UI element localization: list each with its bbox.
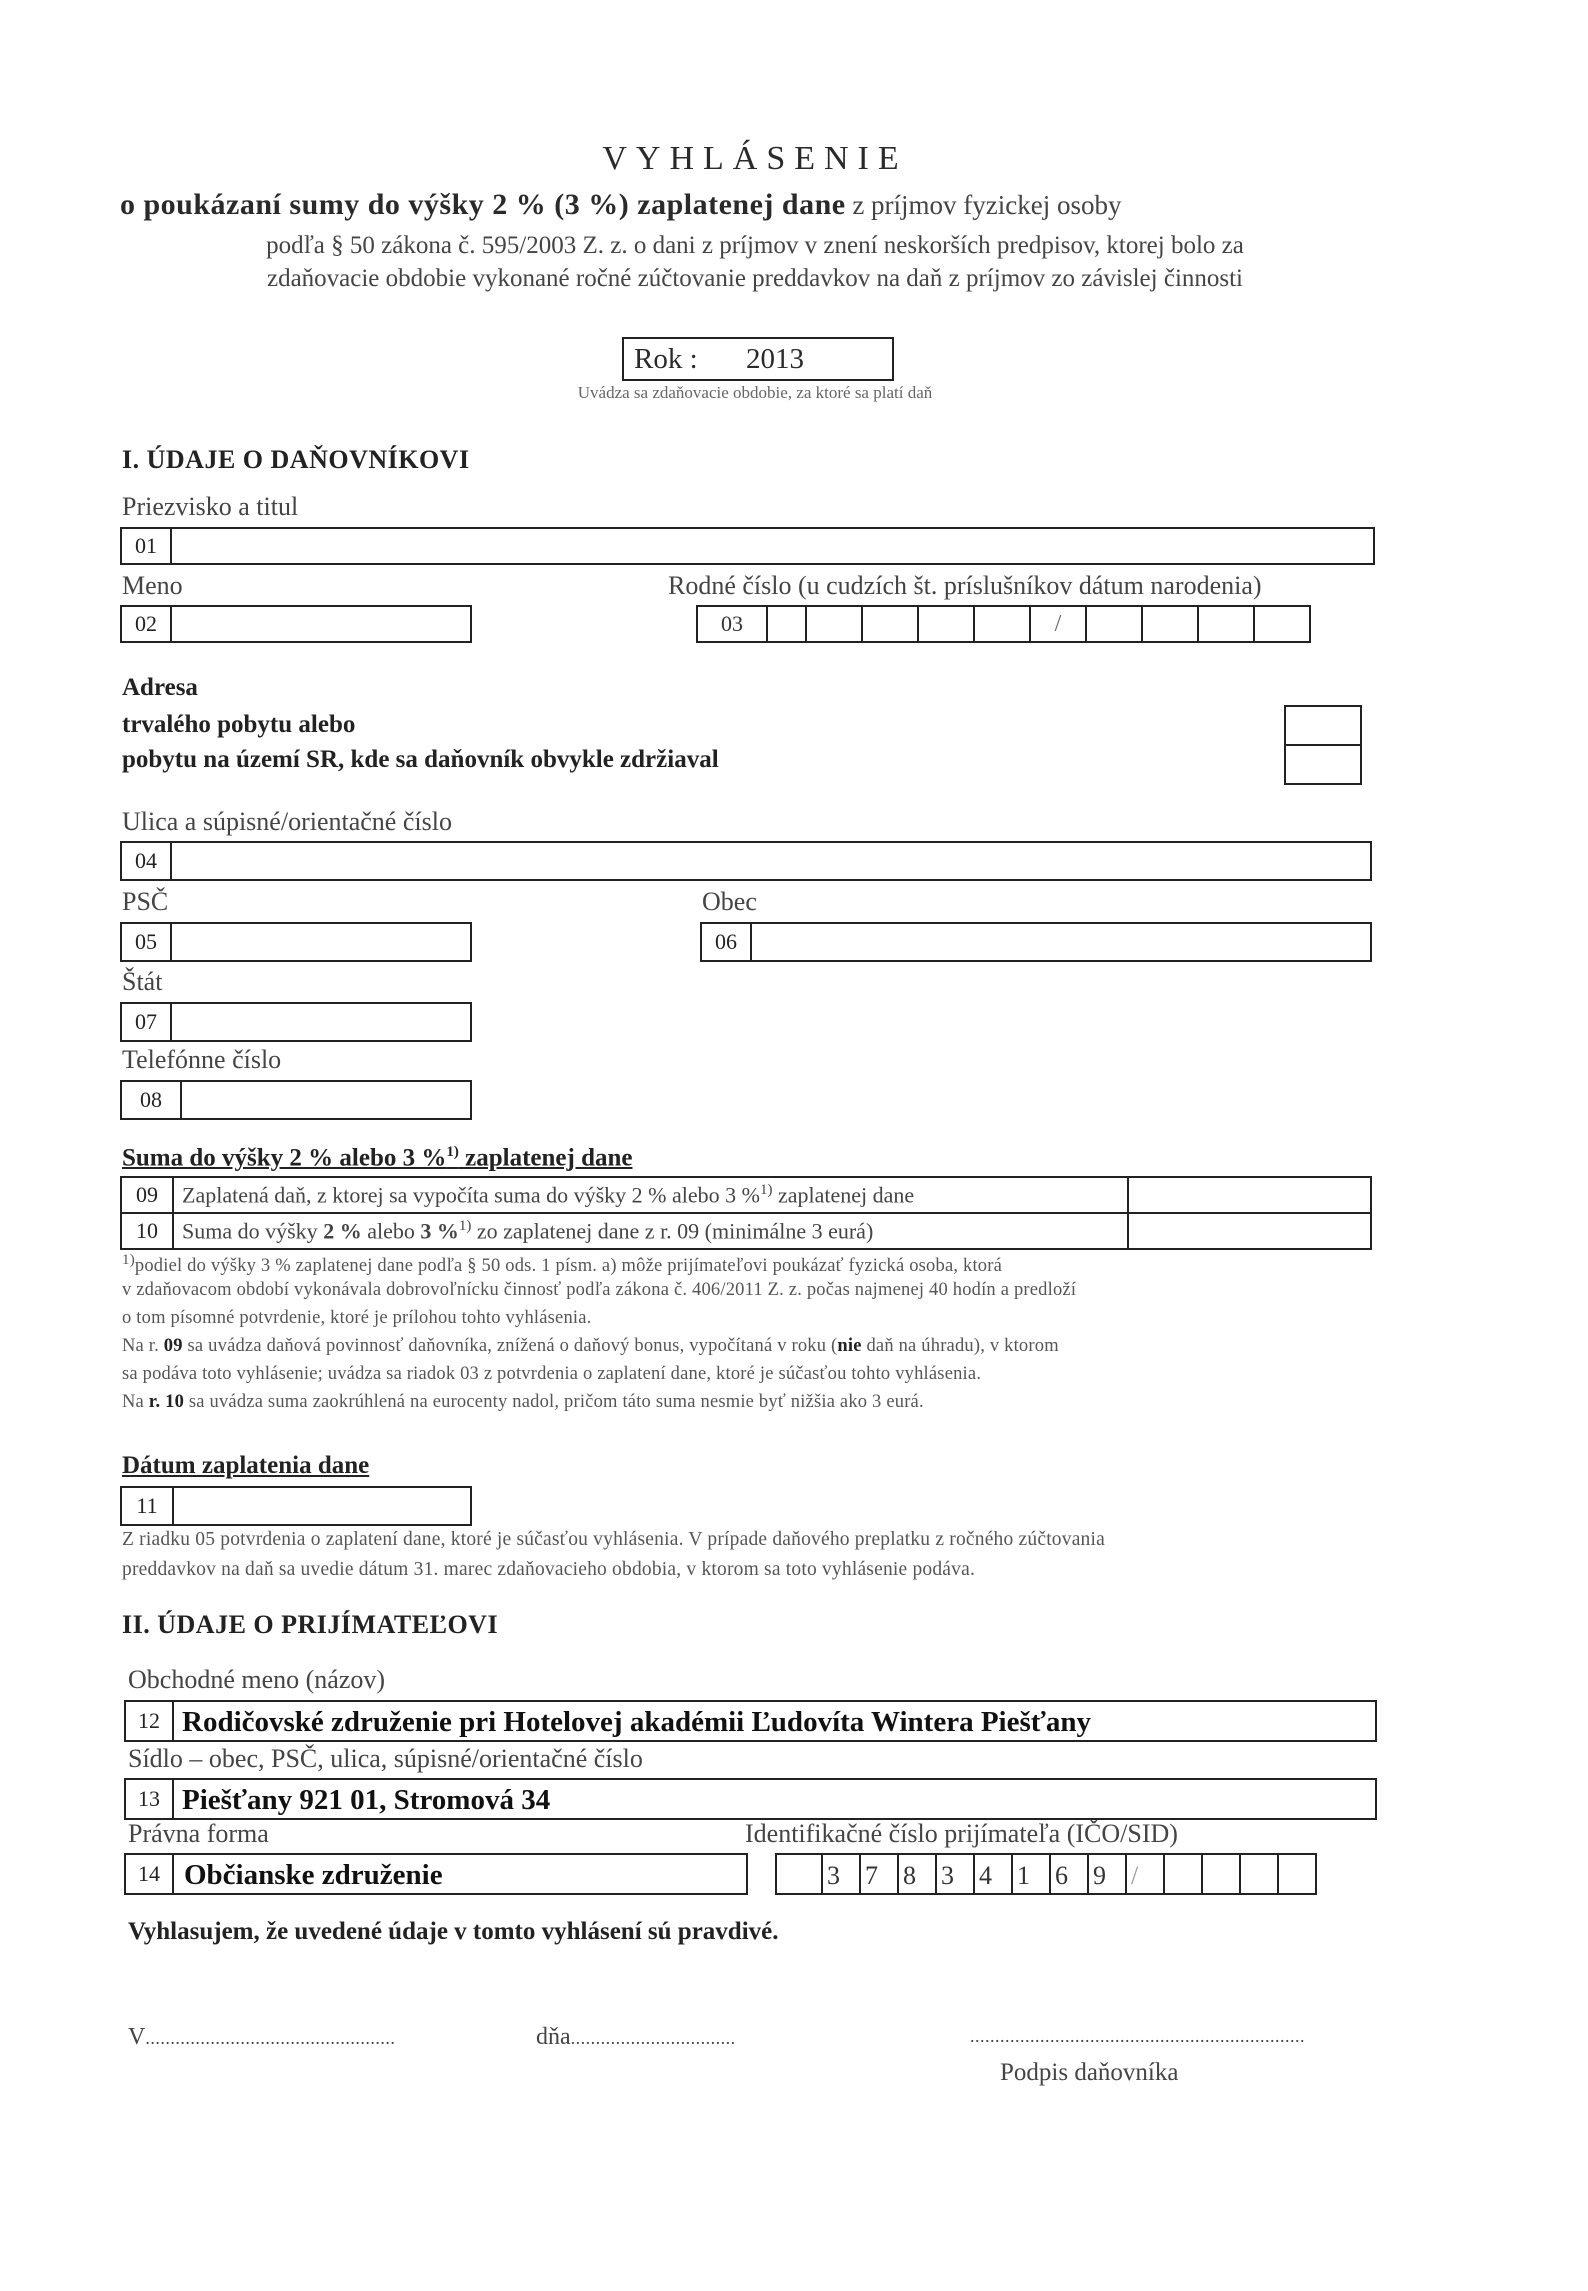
legal-form-field[interactable] xyxy=(124,1853,748,1895)
recipient-seat-label: Sídlo – obec, PSČ, ulica, súpisné/orientačné číslo xyxy=(128,1744,643,1773)
signature-label: Podpis daňovníka xyxy=(1000,2059,1179,2086)
field-number-12: 12 xyxy=(126,1702,174,1740)
ico-digit-cell[interactable]: 4 xyxy=(975,1853,1013,1895)
ico-digit-cell[interactable] xyxy=(1241,1853,1279,1895)
field-number-13: 13 xyxy=(126,1780,174,1818)
field-number-11: 11 xyxy=(122,1488,174,1524)
municipality-label: Obec xyxy=(702,887,757,916)
field-number-06: 06 xyxy=(702,924,752,960)
recipient-name-label: Obchodné meno (názov) xyxy=(128,1665,386,1694)
address-heading-3: pobytu na území SR, kde sa daňovník obvykle zdržiaval xyxy=(122,746,719,773)
street-label: Ulica a súpisné/orientačné číslo xyxy=(122,807,452,836)
field-number-09: 09 xyxy=(122,1178,174,1212)
row-10-value-field[interactable] xyxy=(1127,1214,1370,1248)
country-label: Štát xyxy=(122,967,163,996)
phone-label: Telefónne číslo xyxy=(122,1045,282,1074)
row-10 xyxy=(120,1212,1372,1250)
footnote-line-1: $^{1)}$podiel do výšky 3 % zaplatenej dane podľa § 50 ods. 1 písm. a) môže prijímateľovi poukázať fyzická osoba, ktorá xyxy=(122,1252,1003,1277)
payment-date-heading: Dátum zaplatenia dane xyxy=(122,1452,370,1479)
year-value: 2013 xyxy=(746,343,804,375)
footnote-line-4: Na r. 09 sa uvádza daňová povinnosť daňovníka, znížená o daňový bonus, vypočítaná v roku (nie daň na úhradu), v ktorom xyxy=(122,1336,1059,1356)
birth-digit-cell[interactable] xyxy=(1199,605,1255,643)
birth-separator: / xyxy=(1031,605,1087,643)
section-1-heading: I. ÚDAJE O DAŇOVNÍKOVI xyxy=(122,445,470,474)
footnote-line-5: sa podáva toto vyhlásenie; uvádza sa riadok 03 z potvrdenia o zaplatení dane, ktoré je súčasťou tohto vyhlásenia. xyxy=(122,1364,982,1384)
ico-digit-cell[interactable]: 9 xyxy=(1089,1853,1127,1895)
subtitle-line-3: zdaňovacie obdobie vykonané ročné zúčtovanie preddavkov na daň z príjmov zo závislej činnosti xyxy=(266,265,1244,292)
footnote-line-2: v zdaňovacom období vykonávala dobrovoľnícku činnosť podľa zákona č. 406/2011 Z. z. počas najmenej 40 hodín a predloží xyxy=(122,1280,1077,1300)
birth-digit-cell[interactable] xyxy=(1143,605,1199,643)
footnote-line-3: o tom písomné potvrdenie, ktoré je prílohou tohto vyhlásenia. xyxy=(122,1308,592,1328)
birth-digit-cell[interactable] xyxy=(863,605,919,643)
address-heading-1: Adresa xyxy=(122,674,198,701)
surname-label: Priezvisko a titul xyxy=(122,492,299,521)
ico-digit-cell[interactable] xyxy=(1165,1853,1203,1895)
field-number-14: 14 xyxy=(126,1855,174,1893)
field-number-10: 10 xyxy=(122,1214,174,1248)
subtitle-bold: o poukázaní sumy do výšky 2 % (3 %) zaplatenej dane xyxy=(120,188,846,221)
document-title: VYHLÁSENIE xyxy=(602,140,908,177)
document-subtitle xyxy=(120,188,1122,222)
field-number-05: 05 xyxy=(122,924,172,960)
recipient-name-value: Rodičovské združenie pri Hotelovej akadémii Ľudovíta Wintera Piešťany xyxy=(182,1706,1091,1738)
year-label: Rok : xyxy=(634,343,698,375)
birth-digit-cell[interactable] xyxy=(768,605,807,643)
field-number-04: 04 xyxy=(122,843,172,879)
date-line[interactable]: dňa................................. xyxy=(536,2024,736,2050)
ico-digit-cell[interactable] xyxy=(1203,1853,1241,1895)
section-2-heading: II. ÚDAJE O PRIJÍMATEĽOVI xyxy=(122,1610,499,1639)
birth-digit-cell[interactable] xyxy=(975,605,1031,643)
field-number-03: 03 xyxy=(696,605,768,643)
ico-digit-cell[interactable]: 3 xyxy=(937,1853,975,1895)
recipient-seat-field[interactable] xyxy=(124,1778,1377,1820)
year-box xyxy=(622,337,894,381)
ico-digit-cell[interactable]: 8 xyxy=(899,1853,937,1895)
row-09-value-field[interactable] xyxy=(1127,1178,1370,1212)
row-09 xyxy=(120,1176,1372,1214)
payment-date-field[interactable] xyxy=(120,1486,472,1526)
sum-heading: Suma do výšky 2 % alebo 3 %$^{1)}$ zaplatenej dane xyxy=(122,1144,633,1172)
ico-field[interactable] xyxy=(775,1853,1317,1895)
year-note: Uvádza sa zdaňovacie obdobie, za ktoré sa platí daň xyxy=(577,383,933,402)
surname-field[interactable] xyxy=(120,527,1375,565)
field-number-07: 07 xyxy=(122,1004,172,1040)
phone-field[interactable] xyxy=(120,1080,472,1120)
payment-date-note-1: Z riadku 05 potvrdenia o zaplatení dane, ktoré je súčasťou vyhlásenia. V prípade daňového preplatku z ročného zúčtovania xyxy=(122,1529,1105,1550)
birth-digit-cell[interactable] xyxy=(1087,605,1143,643)
signature-line[interactable]: ................................................................... xyxy=(970,2026,1305,2046)
footnote-line-6: Na r. 10 sa uvádza suma zaokrúhlená na eurocenty nadol, pričom táto suma nesmie byť nižšia ako 3 eurá. xyxy=(122,1392,924,1412)
row-10-label: Suma do výšky 2 % alebo 3 %$^{1)}$ zo zaplatenej dane z r. 09 (minimálne 3 eurá) xyxy=(182,1218,874,1244)
field-number-08: 08 xyxy=(122,1082,182,1118)
ico-digit-cell[interactable]: 6 xyxy=(1051,1853,1089,1895)
recipient-seat-value: Piešťany 921 01, Stromová 34 xyxy=(182,1784,551,1816)
payment-date-note-2: preddavkov na daň sa uvedie dátum 31. marec zdaňovacieho obdobia, v ktorom sa toto vyhlásenie podáva. xyxy=(122,1559,976,1580)
municipality-field[interactable] xyxy=(700,922,1372,962)
legal-form-label: Právna forma xyxy=(128,1819,269,1848)
address-type-divider xyxy=(1286,744,1360,746)
birth-number-label: Rodné číslo (u cudzích št. príslušníkov dátum narodenia) xyxy=(668,571,1262,600)
field-number-02: 02 xyxy=(122,607,172,641)
street-field[interactable] xyxy=(120,841,1372,881)
ico-empty-cell[interactable] xyxy=(775,1853,823,1895)
subtitle-line-2: podľa § 50 zákona č. 595/2003 Z. z. o dani z príjmov v znení neskorších predpisov, ktorej bolo za xyxy=(266,232,1244,259)
subtitle-rest: z príjmov fyzickej osoby xyxy=(845,190,1122,220)
first-name-field[interactable] xyxy=(120,605,472,643)
field-number-01: 01 xyxy=(122,529,172,563)
postal-code-label: PSČ xyxy=(122,887,169,916)
birth-digit-cell[interactable] xyxy=(807,605,863,643)
ico-digit-cell[interactable]: 7 xyxy=(861,1853,899,1895)
row-09-label: Zaplatená daň, z ktorej sa vypočíta suma do výšky 2 % alebo 3 %$^{1)}$ zaplatenej dane xyxy=(182,1182,915,1208)
postal-code-field[interactable] xyxy=(120,922,472,962)
recipient-name-field[interactable] xyxy=(124,1700,1377,1742)
address-type-box[interactable] xyxy=(1284,705,1362,785)
declaration-text: Vyhlasujem, že uvedené údaje v tomto vyhlásení sú pravdivé. xyxy=(128,1918,779,1945)
ico-digit-cell[interactable]: 1 xyxy=(1013,1853,1051,1895)
ico-label: Identifikačné číslo prijímateľa (IČO/SID) xyxy=(745,1819,1178,1848)
birth-number-field[interactable] xyxy=(696,605,1311,643)
first-name-label: Meno xyxy=(122,571,183,600)
birth-digit-cell[interactable] xyxy=(919,605,975,643)
country-field[interactable] xyxy=(120,1002,472,1042)
ico-digit-cell[interactable]: 3 xyxy=(823,1853,861,1895)
birth-digit-cell[interactable] xyxy=(1255,605,1311,643)
address-heading-2: trvalého pobytu alebo xyxy=(122,711,356,738)
place-line[interactable]: V.................................................. xyxy=(128,2024,396,2050)
legal-form-value: Občianske združenie xyxy=(184,1859,443,1891)
ico-digit-cell[interactable] xyxy=(1279,1853,1317,1895)
ico-separator: / xyxy=(1127,1853,1165,1895)
